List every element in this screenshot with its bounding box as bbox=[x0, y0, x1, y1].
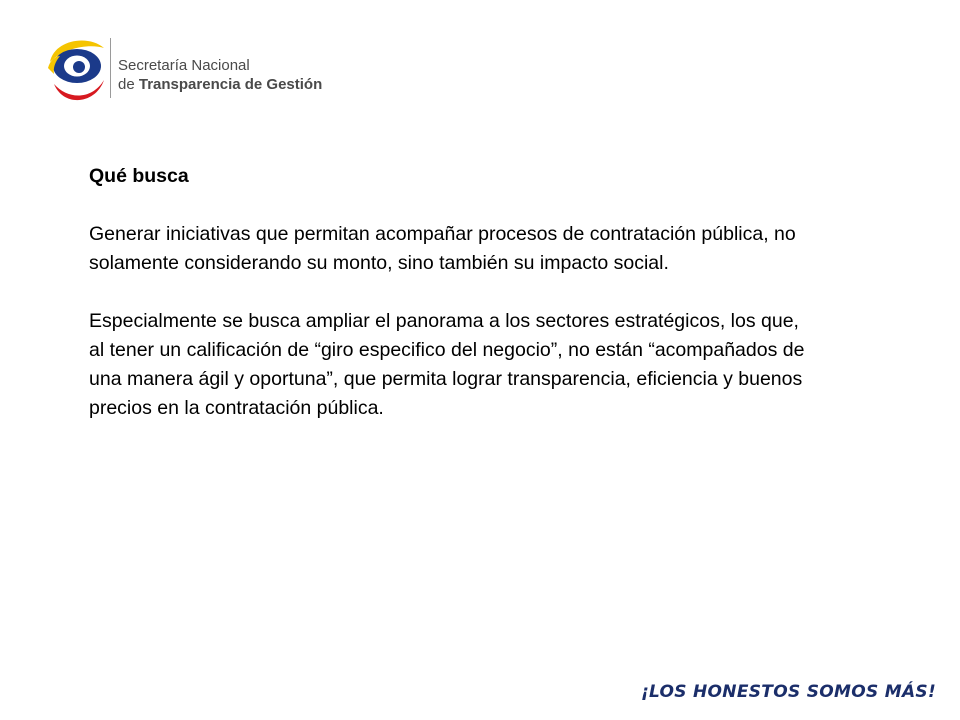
eye-emblem-icon bbox=[44, 32, 108, 110]
logo-wordmark bbox=[118, 56, 322, 94]
paragraph-objective: Generar iniciativas que permitan acompañar procesos de contratación pública, no solamente considerando su monto, sino también su impacto social. bbox=[89, 223, 796, 274]
logo-divider bbox=[110, 38, 111, 98]
slogan-footer: ¡LOS HONESTOS SOMOS MÁS! bbox=[640, 682, 936, 702]
logo-line2 bbox=[118, 75, 322, 94]
logo-line1: Secretaría Nacional bbox=[118, 57, 250, 74]
paragraph-detail: Especialmente se busca ampliar el panorama a los sectores estratégicos, los que, al tener un calificación de “giro especifico del negocio”, no están “acompañados de una manera ágil y oportuna”, que permita lograr transparencia, eficiencia y buenos precios en la contratación pública. bbox=[89, 310, 805, 419]
section-heading: Qué busca bbox=[89, 165, 189, 187]
institution-logo bbox=[44, 32, 344, 112]
logo-line2-bold: Transparencia de Gestión bbox=[138, 76, 323, 93]
slide-body bbox=[89, 162, 809, 452]
logo-line2-prefix: de bbox=[118, 76, 135, 93]
